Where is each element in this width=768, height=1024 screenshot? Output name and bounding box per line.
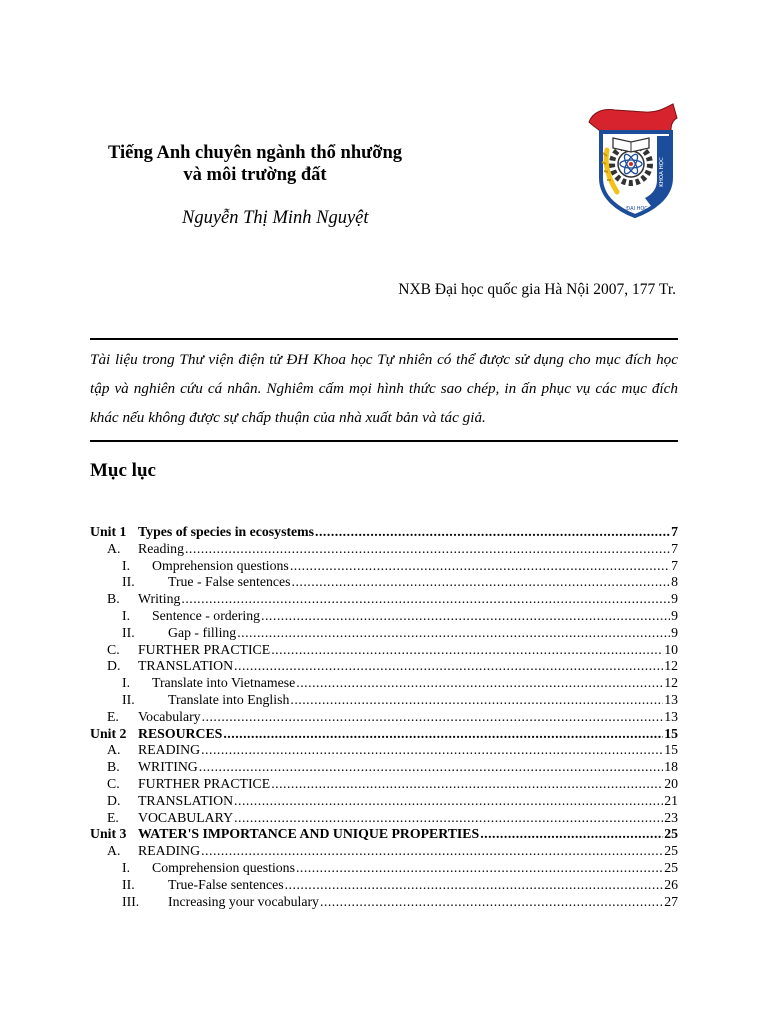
toc-entry-page: 10: [664, 641, 678, 657]
toc-entry-number: I.: [122, 859, 131, 875]
toc-entry-label: Increasing your vocabulary: [168, 893, 319, 909]
toc-entry-page: 15: [664, 725, 678, 741]
toc-entry[interactable]: [90, 742, 678, 759]
title-line-2: và môi trường đất: [183, 165, 327, 185]
toc-dot-leader: [223, 726, 663, 743]
toc-entry[interactable]: [90, 793, 678, 810]
toc-entry-number: B.: [107, 759, 120, 775]
toc-entry-label: True - False sentences: [168, 574, 291, 590]
toc-entry[interactable]: [90, 558, 678, 575]
toc-entry-number: Unit 2: [90, 725, 127, 741]
toc-dot-leader: [202, 709, 664, 726]
toc-dot-leader: [315, 524, 670, 541]
toc-entry-label: VOCABULARY: [138, 809, 234, 825]
toc-entry-label: Writing: [138, 591, 181, 607]
svg-text:ĐẠI HỌC: ĐẠI HỌC: [626, 206, 648, 212]
toc-entry[interactable]: [90, 675, 678, 692]
toc-entry[interactable]: [90, 726, 678, 743]
toc-entry-number: A.: [107, 843, 121, 859]
toc-dot-leader: [296, 675, 663, 692]
toc-dot-leader: [234, 793, 663, 810]
toc-entry-page: 15: [664, 742, 678, 758]
toc-entry[interactable]: [90, 692, 678, 709]
toc-entry-page: 7: [671, 524, 678, 539]
toc-dot-leader: [271, 776, 663, 793]
toc-entry[interactable]: [90, 877, 678, 894]
toc-entry-label: Reading: [138, 540, 184, 556]
toc-entry[interactable]: [90, 591, 678, 608]
toc-entry[interactable]: [90, 524, 678, 541]
toc-entry-number: II.: [122, 574, 135, 590]
toc-entry[interactable]: [90, 810, 678, 827]
title-line-1: Tiếng Anh chuyên ngành thổ nhưỡng: [107, 143, 402, 163]
toc-entry[interactable]: [90, 541, 678, 558]
toc-entry-page: 25: [664, 859, 678, 875]
toc-entry-page: 9: [671, 624, 678, 640]
toc-entry[interactable]: [90, 826, 678, 843]
toc-dot-leader: [480, 826, 663, 843]
toc-entry-label: Vocabulary: [138, 708, 201, 724]
toc-dot-leader: [185, 541, 670, 558]
toc-entry-label: Omprehension questions: [152, 557, 289, 573]
toc-entry-label: Translate into English: [168, 691, 290, 707]
toc-entry-page: 12: [664, 658, 678, 674]
toc-dot-leader: [285, 877, 664, 894]
toc-entry-number: D.: [107, 792, 121, 808]
toc-entry-number: A.: [107, 742, 121, 758]
toc-entry-label: WATER'S IMPORTANCE AND UNIQUE PROPERTIES: [138, 826, 480, 842]
toc-entry-label: Types of species in ecosystems: [138, 524, 315, 539]
toc-entry[interactable]: [90, 608, 678, 625]
toc-dot-leader: [261, 608, 670, 625]
toc-entry-page: 25: [664, 843, 678, 859]
toc-entry[interactable]: [90, 709, 678, 726]
toc-entry-page: 9: [671, 591, 678, 607]
toc-dot-leader: [201, 843, 663, 860]
toc-entry-page: 12: [664, 675, 678, 691]
toc-entry-label: Sentence - ordering: [152, 607, 261, 623]
publisher-info: NXB Đại học quốc gia Hà Nội 2007, 177 Tr.: [398, 281, 676, 298]
toc-entry-page: 7: [671, 540, 678, 556]
toc-entry[interactable]: [90, 642, 678, 659]
toc-entry-number: A.: [107, 540, 121, 556]
toc-entry-label: READING: [138, 742, 201, 758]
svg-text:KHOA HỌC: KHOA HỌC: [659, 157, 665, 187]
toc-entry-label: TRANSLATION: [138, 792, 234, 808]
toc-entry-page: 8: [671, 574, 678, 590]
toc-dot-leader: [296, 860, 663, 877]
toc-entry[interactable]: [90, 776, 678, 793]
toc-entry-number: II.: [122, 691, 135, 707]
university-logo: [585, 100, 680, 220]
toc-entry-number: B.: [107, 591, 120, 607]
toc-dot-leader: [320, 894, 663, 911]
toc-entry-label: TRANSLATION: [138, 658, 234, 674]
toc-entry-number: II.: [122, 624, 135, 640]
toc-entry-label: READING: [138, 843, 201, 859]
toc-entry-label: Comprehension questions: [152, 859, 295, 875]
toc-entry-number: C.: [107, 775, 120, 791]
toc-dot-leader: [201, 742, 663, 759]
toc-dot-leader: [292, 574, 671, 591]
toc-entry-number: I.: [122, 675, 131, 691]
toc-entry[interactable]: [90, 843, 678, 860]
toc-entry-label: WRITING: [138, 759, 198, 775]
toc-dot-leader: [181, 591, 670, 608]
toc-entry-page: 27: [664, 893, 678, 909]
toc-entry-number: D.: [107, 658, 121, 674]
toc-dot-leader: [271, 642, 663, 659]
toc-entry-page: 9: [671, 607, 678, 623]
toc-entry-number: Unit 1: [90, 524, 127, 539]
toc-entry-label: FURTHER PRACTICE: [138, 641, 271, 657]
copyright-notice: [90, 338, 678, 442]
toc-entry-page: 13: [664, 691, 678, 707]
toc-dot-leader: [234, 810, 663, 827]
toc-entry-label: FURTHER PRACTICE: [138, 775, 271, 791]
toc-dot-leader: [237, 625, 670, 642]
toc-dot-leader: [199, 759, 663, 776]
toc-entry-number: E.: [107, 708, 119, 724]
toc-entry-number: I.: [122, 557, 131, 573]
toc-entry-page: 21: [664, 792, 678, 808]
toc-dot-leader: [290, 558, 670, 575]
author-name: Nguyễn Thị Minh Nguyệt: [182, 208, 369, 228]
toc-entry-page: 20: [664, 775, 678, 791]
toc-entry[interactable]: [90, 759, 678, 776]
toc-entry-page: 26: [664, 876, 678, 892]
toc-entry[interactable]: [90, 574, 678, 591]
toc-entry[interactable]: [90, 625, 678, 642]
toc-entry[interactable]: [90, 658, 678, 675]
toc-heading: Mục lục: [90, 460, 156, 481]
toc-entry-page: 13: [664, 708, 678, 724]
toc-entry[interactable]: [90, 894, 678, 911]
toc-entry-number: III.: [122, 893, 140, 909]
toc-entry[interactable]: [90, 860, 678, 877]
toc-entry-page: 23: [664, 809, 678, 825]
notice-text: Tài liệu trong Thư viện điện tử ĐH Khoa học Tự nhiên có thể được sử dụng cho mục đích học tập và nghiên cứu cá nhân. Nghiêm cấm mọi hình thức sao chép, in ấn phục vụ các mục đích khác nếu không được sự chấp thuận của nhà xuất bản và tác giả.: [90, 351, 678, 426]
toc-entry-label: True-False sentences: [168, 876, 284, 892]
toc-dot-leader: [234, 658, 663, 675]
toc-entry-page: 25: [664, 826, 678, 842]
toc-entry-number: I.: [122, 607, 131, 623]
document-title: [90, 142, 420, 186]
toc-entry-number: Unit 3: [90, 826, 127, 842]
toc-entry-page: 7: [671, 557, 678, 573]
toc-entry-label: Gap - filling: [168, 624, 237, 640]
toc-dot-leader: [290, 692, 663, 709]
toc-entry-label: RESOURCES: [138, 725, 223, 741]
toc-entry-number: II.: [122, 876, 135, 892]
toc-entry-page: 18: [664, 759, 678, 775]
table-of-contents: [90, 524, 678, 910]
toc-entry-label: Translate into Vietnamese: [152, 675, 296, 691]
toc-entry-number: C.: [107, 641, 120, 657]
toc-entry-number: E.: [107, 809, 119, 825]
